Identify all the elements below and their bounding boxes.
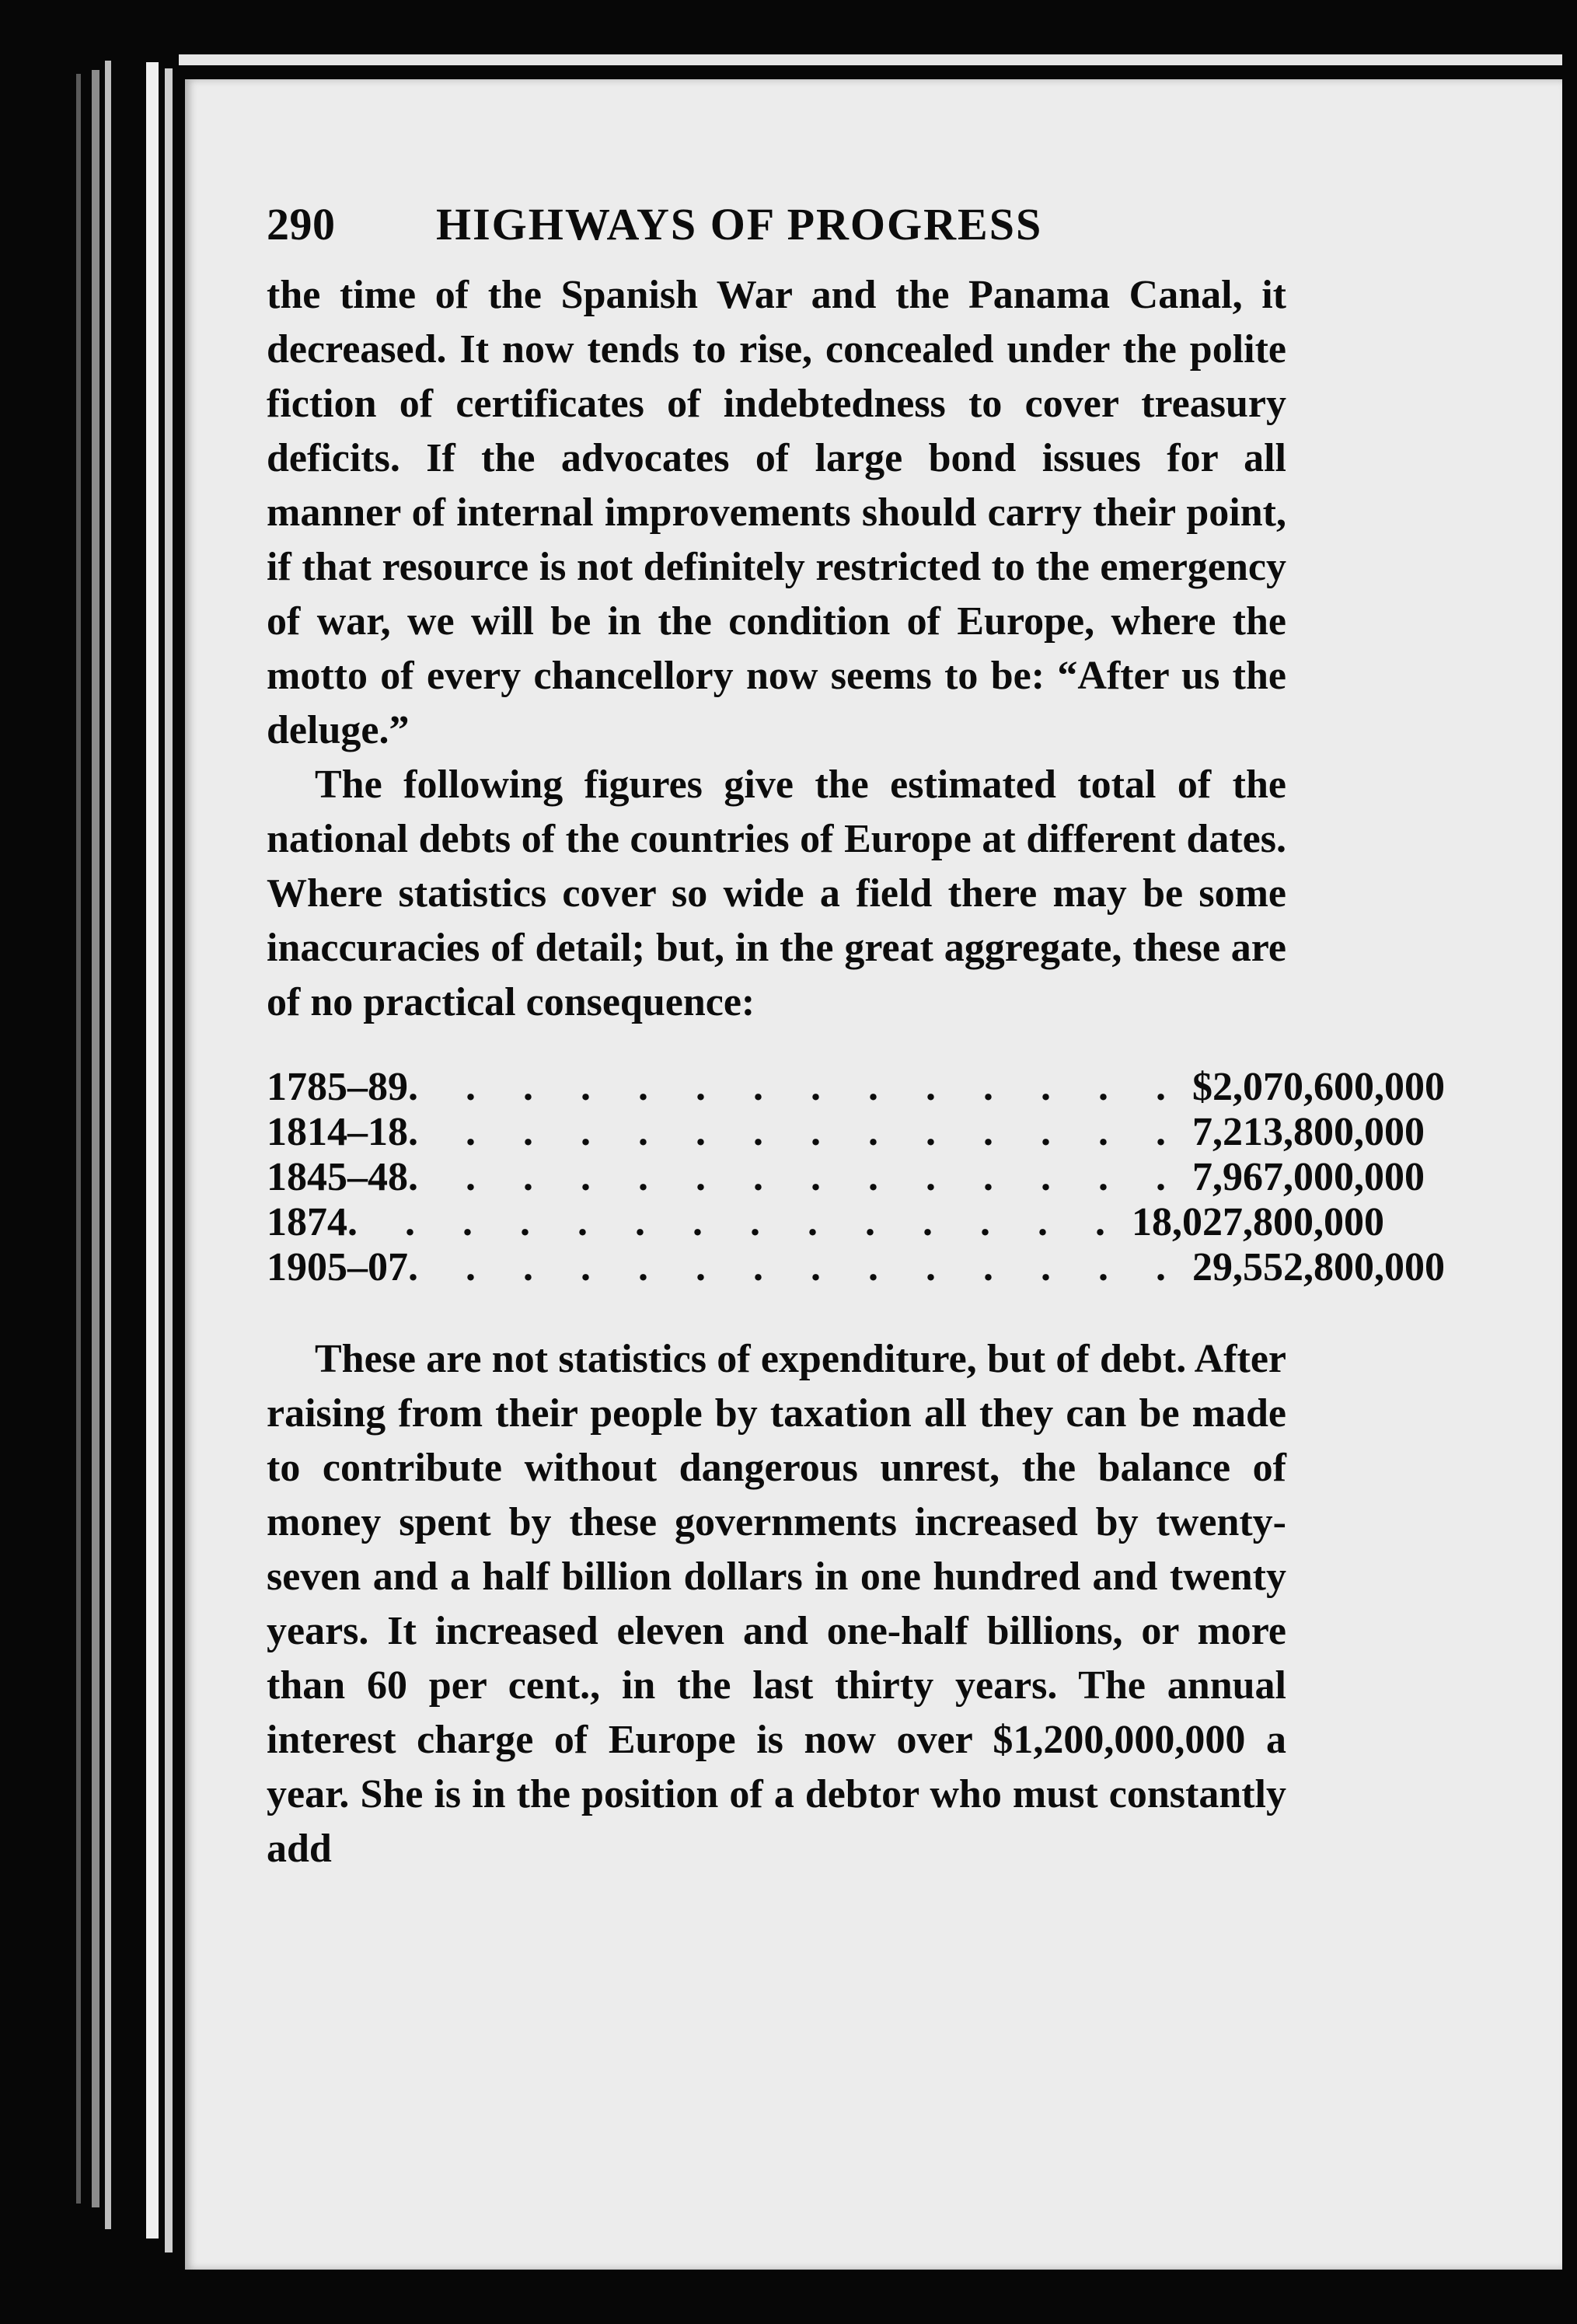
row-amount: 29,552,800,000: [1192, 1245, 1445, 1289]
table-row: [267, 1200, 1384, 1245]
row-amount: 7,967,000,000: [1192, 1155, 1425, 1199]
row-period: 1785–89: [267, 1065, 408, 1109]
row-period: 1814–18: [267, 1110, 408, 1154]
page-top-edge: [179, 54, 1562, 65]
row-period: 1905–07: [267, 1245, 408, 1289]
paragraph-continuation: the time of the Spanish War and the Panama Canal, it decreased. It now tends to rise, concealed under the polite fiction of certificates of indebtedness to cover treasury deficits. If the advocates of large bond issues for all manner of internal improvements should carry their point, if that resource is not definitely restricted to the emergency of war, we will be in the condition of Europe, where the motto of every chancellory now seems to be: “After us the deluge.”: [267, 273, 1286, 752]
paragraph-debt-analysis: These are not statistics of expenditure, but of debt. After raising from their people by taxation all they can be made to contribute without dangerous unrest, the balance of money spent by these governments increased by twenty-seven and a half billion dollars in one hundred and twenty years. It increased eleven and one-half billions, or more than 60 per cent., in the last thirty years. The annual interest charge of Europe is now over $1,200,000,000 a year. She is in the position of a debtor who must constantly add: [267, 1337, 1286, 1871]
paragraph-figures-intro: The following figures give the estimated total of the national debts of the countries of Europe at different dates. Where statistics cover so wide a field there may be some inaccuracies of detail; but, in the great aggregate, these are of no practical consequence:: [267, 762, 1286, 1024]
row-amount: 7,213,800,000: [1192, 1110, 1425, 1154]
row-period: 1845–48: [267, 1155, 408, 1199]
book-edge-line: [105, 61, 111, 2229]
national-debt-table: [267, 1065, 1445, 1290]
dot-leader: . . . . . . . . . . . . . .: [408, 1155, 1184, 1199]
dot-leader: . . . . . . . . . . . . . .: [408, 1110, 1184, 1154]
page-stack-edge: [165, 68, 173, 2252]
page-number: 290: [267, 199, 336, 249]
page-stack-edge: [146, 62, 159, 2239]
row-amount: 18,027,800,000: [1132, 1200, 1384, 1244]
book-edge-line: [76, 74, 81, 2204]
table-row: [267, 1065, 1445, 1110]
table-row: [267, 1245, 1445, 1290]
row-period: 1874: [267, 1200, 347, 1244]
dot-leader: . . . . . . . . . . . . . .: [347, 1200, 1124, 1244]
dot-leader: . . . . . . . . . . . . . .: [408, 1065, 1184, 1109]
table-row: [267, 1155, 1425, 1200]
dot-leader: . . . . . . . . . . . . . .: [408, 1245, 1184, 1289]
table-row: [267, 1110, 1425, 1155]
row-amount: $2,070,600,000: [1192, 1065, 1445, 1109]
page-content: [267, 198, 1445, 1876]
running-head: [267, 198, 1286, 268]
running-title: HIGHWAYS OF PROGRESS: [436, 199, 1043, 249]
book-edge-line: [92, 70, 99, 2207]
